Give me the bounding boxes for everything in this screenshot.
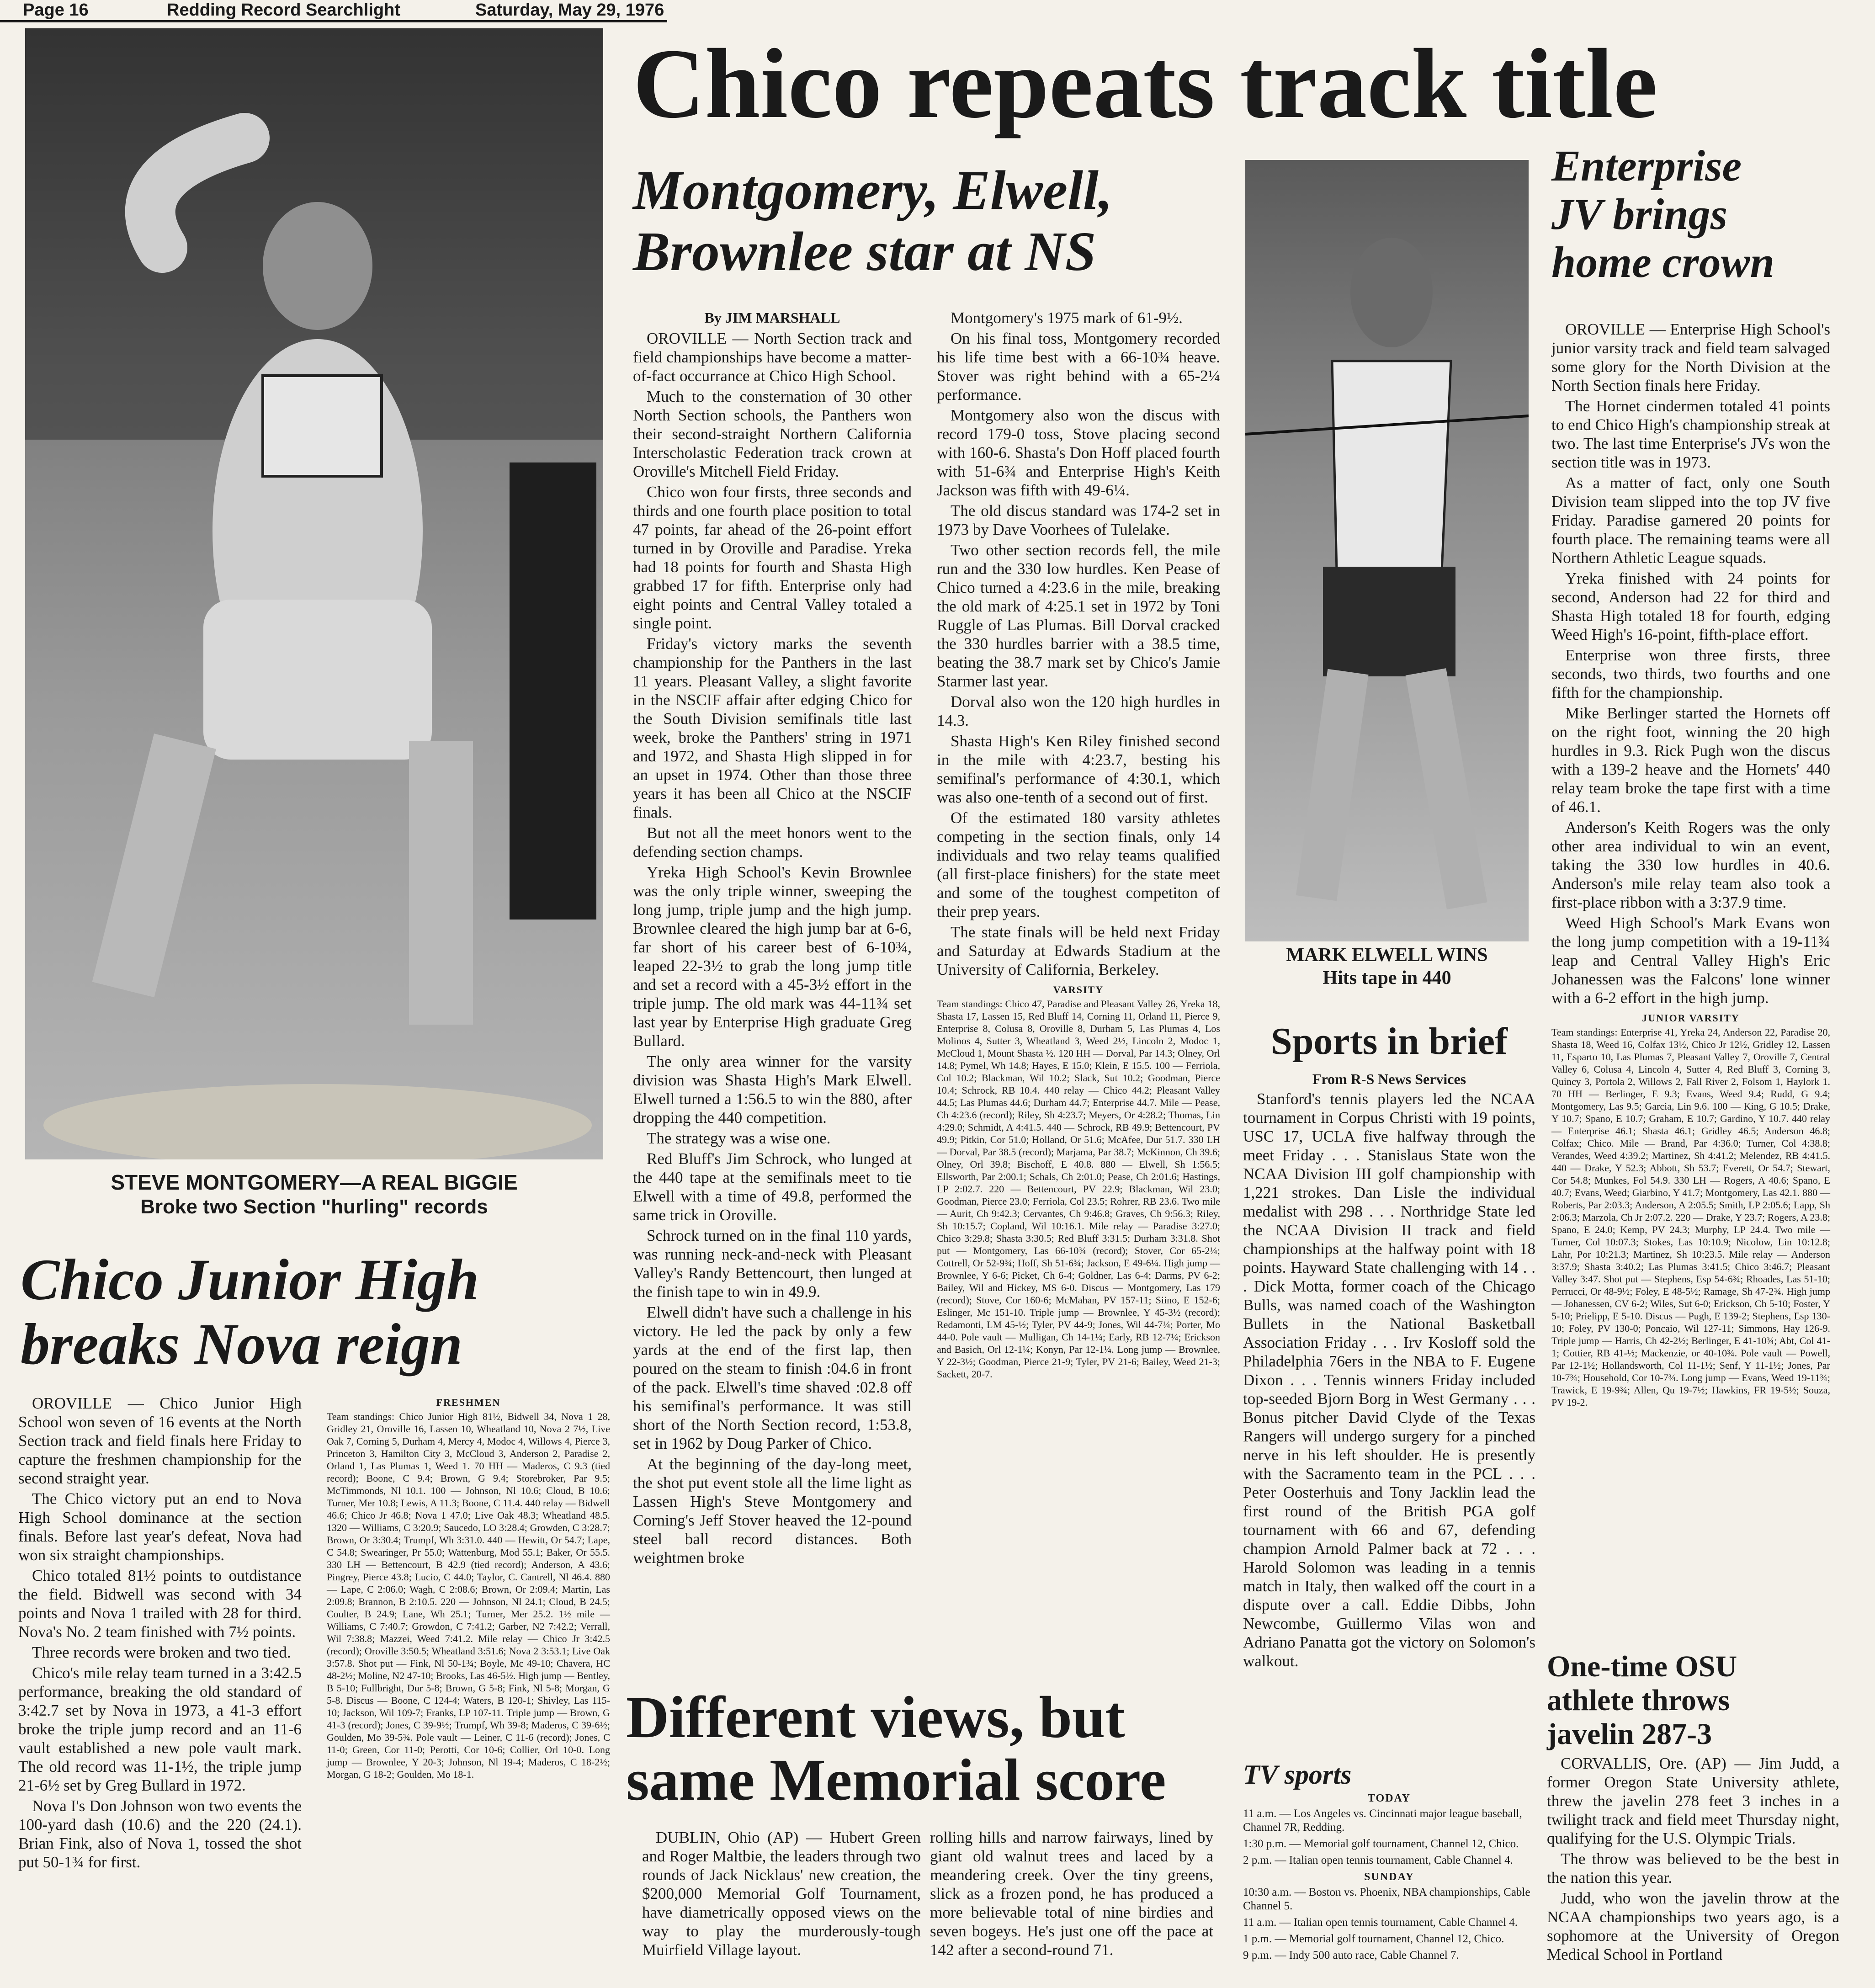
results-heading: VARSITY [1053,984,1104,995]
chico-jr-story-body [18,1394,302,1873]
memorial-column-2 [930,1828,1213,1961]
sports-brief-byline: From R-S News Services [1312,1071,1466,1088]
results-heading: FRESHMEN [436,1397,501,1408]
paragraph: The Chico victory put an end to Nova High School dominance at the section finals. Before last year's defeat, Nova had won six straight championships. [18,1490,302,1564]
subhead-line-2: Brownlee star at NS [633,221,1096,283]
freshmen-results [327,1396,610,1781]
headline-line-1: Enterprise [1551,141,1742,190]
paragraph: Red Bluff's Jim Schrock, who lunged at the 440 tape at the semifinals meet to tie Elwell with a time of 49.8, performed the same trick in Oroville. [633,1150,912,1224]
shot-putter-illustration [25,28,603,1159]
byline: By JIM MARSHALL [704,309,840,326]
paragraph: Of the estimated 180 varsity athletes competing in the section finals, only 14 individuals and two relay teams qualified (all first-place finishers) for the state meet and some of the toughest competiton of their prep years. [937,809,1220,920]
paragraph: Mike Berlinger started the Hornets off on the right foot, winning the 20 high hurdles in 9.3. Rick Pugh won the discus with a 139-2 heave and the Hornets' 440 relay team broke the tape first with a time of 46.1. [1551,704,1830,816]
masthead [0,0,667,22]
photo-steve-montgomery [25,28,603,1159]
paragraph: The only area winner for the varsity division was Shasta High's Mark Elwell. Elwell turned a 1:56.5 to win the 880, after dropping the 440 competition. [633,1052,912,1127]
paragraph: OROVILLE — North Section track and field championships have become a matter-of-fact occurrance at Chico High School. [633,330,912,385]
paragraph: Friday's victory marks the seventh championship for the Panthers in the last 11 years. Pleasant Valley, a slight favorite in the NSCIF affair after edging Chico for the South Division semifinals title last week, broke the Panthers' string in 1971 and 1972, and Shasta High slipped in for an upset in 1974. Other than those three years it has been all Chico at the NSCIF finals. [633,635,912,821]
day-label-today: TODAY [1367,1792,1411,1804]
photo-mark-elwell [1245,160,1529,941]
results-text: Team standings: Chico 47, Paradise and Pleasant Valley 26, Yreka 18, Shasta 17, Lassen 15, Red Bluff 14, Corning 11, Orland 11, Pierce 9, Enterprise 8, Colusa 8, Oroville 8, Durham 5, Las Plumas 4, Los Molinos 4, Sutter 3, Wheatland 3, Weed 2½, Lincoln 2, Modoc 1, McCloud 1, Mount Shasta ½. 120 HH — Dorval, Par 14.3; Olney, Orl 14.8; Pymel, Wh 14.8; Hayes, E 15.0; Klein, E 15.5. 100 — Ferriola, Col 10.2; Blackman, Wil 10.2; Slack, Sut 10.2; Goodman, Pierce 10.4; Schrock, RB 10.4. 440 relay — Chico 44.2; Pleasant Valley 44.5; Las Plumas 44.6; Durham 44.7; Enterprise 44.7. Mile — Pease, Ch 4:23.6 (record); Riley, Sh 4:23.7; Meyers, Or 4:28.2; Thomas, Lin 4:29.0; Schmidt, A 4:41.5. 440 — Schrock, RB 49.9; Bettencourt, PV 49.9; Pitkin, Cor 51.0; Holland, Or 51.6; McAfee, Dur 51.7. 330 LH — Dorval, Par 38.5 (record); Marjama, Par 38.7; McKinnon, Ch 39.6; Olney, Orl 39.8; Bischoff, E 40.8. 880 — Elwell, Sh 1:56.5; Ellsworth, Par 2:00.1; Schals, Ch 2:01.0; Pease, Ch 2:01.6; Hastings, LP 2:02.7. 220 — Bettencourt, PV 22.9; Blackman, Wil 23.0; Goodman, Pierce 23.0; Ferriola, Col 23.5; Rohrer, RB 23.6. Two mile — Aurit, Ch 9:42.3; Cervantes, Ch 9:46.8; Graves, Ch 9:56.3; Riley, Sh 10:15.7; Copland, Wil 10:16.1. Mile relay — Paradise 3:27.0; Chico 3:29.8; Shasta 3:30.5; Red Bluff 3:31.5; Durham 3:31.8. Shot put — Montgomery, Las 66-10¾ (record); Stover, Cor 65-2¼; Cottrell, Or 52-9¾; Hoff, Sh 51-6¾; Jackson, E 49-6¼. High jump — Brownlee, Y 6-6; Picket, Ch 6-4; Goldner, Las 6-4; Darms, PV 6-2; Bailey, Wil and Hickey, MS 6-0. Discus — Montgomery, Las 179 (record); Stove, Cor 160-6; McMahan, PV 157-11; Siino, E 152-6; Eslinger, Mc 151-10. Triple jump — Brownlee, Y 45-3½ (record); Redamonti, LM 45-½; Tyler, PV 44-9; Jones, Wil 44-7¼; Porter, Mo 44-0. Pole vault — Mulligan, Ch 14-1¼; Early, RB 12-7¼; Erickson and Basich, Orl 12-1¼; Konyn, Par 12-1¼. Long jump — Brownlee, Y 22-3½; Goodman, Pierce 21-9; Tyler, PV 21-6; Bailey, Weed 21-3; Sackett, 20-7. [937,998,1220,1380]
headline-line-3: javelin 287-3 [1547,1717,1712,1751]
paragraph: rolling hills and narrow fairways, lined by giant old walnut trees and laced by a meandering creek. Over the tiny greens, slick as a frozen pond, he has produced a more believable total of nine birdies and seven bogeys. He's just one off the pace at 142 after a second-round 71. [930,1829,1213,1959]
day-label-sunday: SUNDAY [1364,1871,1414,1883]
memorial-column-1 [642,1828,921,1961]
paragraph: Chico totaled 81½ points to outdistance the field. Bidwell was second with 34 points and Nova 1 trailed with 28 for third. Nova's No. 2 team finished with 7½ points. [18,1567,302,1641]
subhead-line-1: Montgomery, Elwell, [633,159,1113,221]
headline-line-3: home crown [1551,238,1775,287]
listing: 1 p.m. — Memorial golf tournament, Channel 12, Chico. [1243,1933,1504,1945]
caption-line-2: Hits tape in 440 [1323,967,1451,989]
paragraph: Much to the consternation of 30 other North Section schools, the Panthers won their second-straight Northern California Interscholastic Federation track crown at Oroville's Mitchell Field Friday. [633,388,912,480]
caption-line-1: STEVE MONTGOMERY—A REAL BIGGIE [111,1170,518,1194]
paragraph: But not all the meet honors went to the defending section champs. [633,824,912,861]
paragraph: Schrock turned on in the final 110 yards, was running neck-and-neck with Pleasant Valley's Randy Bettencourt, then lunged at the finish tape to win in 49.9. [633,1227,912,1301]
chico-jr-headline [21,1248,615,1377]
issue-date: Saturday, May 29, 1976 [475,0,664,20]
paragraph: The throw was believed to be the best in the nation this year. [1547,1850,1839,1887]
tv-sports-headline: TV sports [1243,1759,1352,1790]
listing: 9 p.m. — Indy 500 auto race, Cable Channel 7. [1243,1949,1459,1961]
headline-line-2: breaks Nova reign [21,1311,463,1377]
paragraph: Stanford's tennis players led the NCAA tournament in Corpus Christi with 19 points, USC 17, UCLA five halfway through the meet Friday . . . Stanislaus State won the NCAA Division III golf championship with 1,221 strokes. Dan Lisle the individual medalist with 298 . . . Northridge State led the NCAA Division II track and field championships at the halfway point with 18 points. Hayward State challenging with 14 . . . Dick Motta, former coach of the Chicago Bulls, was named coach of the Washington Bullets in the National Basketball Association Friday . . . Irv Kosloff sold the Philadelphia 76ers in the NBA to F. Eugene Dixon . . . Tennis winners Friday included top-seeded Bjorn Borg in West Germany . . . Bonus pitcher David Clyde of the Texas Rangers will undergo surgery for a pinched nerve in his left shoulder. He is presently with the Sacramento team in the PCL . . . Peter Oosterhuis and Tony Jacklin lead the first round of the British PGA golf tournament with 66 and 67, defending champion Arnold Palmer back at 72 . . . Harold Solomon was leading in a tennis match in Italy, then walked off the court in a dispute over a call. Eddie Dibbs, John Newcombe, Guillermo Vilas won and Adriano Panatta got the victory on Solomon's walkout. [1243,1090,1535,1670]
results-heading: JUNIOR VARSITY [1642,1012,1740,1024]
sports-brief-text [1243,1090,1535,1670]
paragraph: The old discus standard was 174-2 set in 1973 by Dave Voorhees of Tulelake. [937,502,1220,538]
listing: 2 p.m. — Italian open tennis tournament, Cable Channel 4. [1243,1854,1513,1866]
results-text: Team standings: Chico Junior High 81½, Bidwell 34, Nova 1 28, Gridley 21, Oroville 16, Lassen 10, Wheatland 10, Nova 2 7½, Live Oak 7, Corning 5, Durham 4, Mercy 4, Modoc 4, Willows 4, Pierce 3, Princeton 3, Hamilton City 3, McCloud 3, Anderson 2, Paradise 2, Orland 1, Las Plumas 1, Weed 1. 70 HH — Maderos, C 9.3 (tied record); Boone, C 9.4; Brown, G 9.4; Storebroker, Par 9.5; McTimmonds, Nl 10.1. 100 — Johnson, Nl 10.6; Cloud, B 10.6; Turner, Mer 10.8; Lewis, A 11.3; Boone, C 11.4. 440 relay — Bidwell 46.6; Chico Jr 46.8; Nova 1 47.0; Live Oak 48.3; Wheatland 48.5. 1320 — Williams, C 3:20.9; Saucedo, LO 3:28.4; Growden, C 3:28.7; Brown, Or 3:30.4; Trumpf, Wh 3:31.0. 440 — Hewitt, Or 54.7; Lape, C 54.8; Swearinger, Pr 55.0; Wattenburg, Mod 55.1; Baker, Or 55.5. 330 LH — Bettencourt, B 42.9 (tied record); Anderson, A 43.6; Pingrey, Pierce 43.8; Lucio, C 44.0; Taylor, C. Cantrell, Nl 46.4. 880 — Lape, C 2:06.0; Wagh, C 2:08.6; Brown, Or 2:09.4; Martin, Las 2:09.8; Brannon, B 2:10.5. 220 — Johnson, Nl 24.1; Cloud, B 24.5; Coulter, B 24.9; Lane, Wh 25.1; Turner, Mer 25.2. 1½ mile — Williams, C 7:40.7; Growdon, C 7:41.2; Garber, N2 7:42.2; Verrall, Wil 7:38.8; Mazzei, Weed 7:41.2. Mile relay — Chico Jr 3:42.5 (record); Oroville 3:50.5; Wheatland 3:51.6; Nova 2 3:53.1; Live Oak 3:57.8. Shot put — Fink, Nl 50-1¾; Boyle, Mc 49-10; Chavera, HC 48-2½; Moline, N2 47-10; Brooks, Las 46-5½. High jump — Bentley, B 5-10; Fullbright, Dur 5-8; Brown, G 5-8; Fink, Nl 5-8; Morgan, G 5-8. Discus — Boone, C 124-4; Waters, B 120-1; Shivley, Las 115-10; Jackson, Wil 109-7; Franks, LP 107-11. Triple jump — Brown, G 41-3 (record); Jones, C 39-9½; Trumpf, Wh 39-8; Maderos, C 39-6½; Goulden, Mo 39-5¾. Pole vault — Leiner, C 11-6 (record); Jones, C 11-0; Green, Cor 11-0; Perotti, Cor 10-6; Collier, Orl 10-0. Long jump — Brownlee, Y 20-3; Johnson, Nl 19-4; Maderos, C 18-2½; Morgan, G 18-2; Goulden, Mo 18-1. [327,1411,610,1780]
enterprise-headline [1551,142,1867,287]
jv-results [1551,1012,1830,1409]
listing: 1:30 p.m. — Memorial golf tournament, Channel 12, Chico. [1243,1838,1519,1850]
paragraph: On his final toss, Montgomery recorded his life time best with a 66-10¾ heave. Stover was right behind with a 65-2¼ performance. [937,330,1220,404]
paragraph: Enterprise won three firsts, three seconds, two thirds, two fourths and one fifth for the championship. [1551,646,1830,702]
paragraph: As a matter of fact, only one South Division team slipped into the top JV five Friday. Paradise garnered 20 points for fourth place. The remaining teams were all Northern Athletic League squads. [1551,474,1830,567]
photo-caption-elwell [1245,944,1529,989]
paragraph: Weed High School's Mark Evans won the long jump competition with a 19-11¾ leap and Central Valley High's Eric Johanessen was the Falcons' lone winner with a 6-2 effort in the high jump. [1551,914,1830,1007]
headline-line-2: same Memorial score [626,1747,1166,1813]
paragraph: OROVILLE — Enterprise High School's junior varsity track and field team salvaged some glory for the North Division at the North Section finals here Friday. [1551,320,1830,394]
paragraph: Three records were broken and two tied. [32,1643,291,1661]
main-subhead [633,160,1227,282]
paragraph: Elwell didn't have such a challenge in his victory. He led the pack by only a few yards at the end of the first lap, then poured on the steam to finish :04.6 in front of the pack. Elwell's time shaved :02.8 off his semifinal's performance. It was still short of the North Section record, 1:53.8, set in 1962 by Doug Parker of Chico. [633,1303,912,1452]
paragraph: Chico's mile relay team turned in a 3:42.5 performance, breaking the old standard of 3:42.7 set by Nova in 1973, a 41-3 effort broke the triple jump record and an 11-6 vault established a new pole vault mark. The old record was 11-1½, the triple jump 21-6½ set by Greg Bullard in 1972. [18,1664,302,1794]
listing: 11 a.m. — Los Angeles vs. Cincinnati major league baseball, Channel 7R, Redding. [1243,1807,1522,1834]
headline-line-1: One-time OSU [1547,1650,1737,1683]
paragraph: Judd, who won the javelin throw at the NCAA championships two years ago, is a sophomore at the University of Oregon Medical School in Portland [1547,1889,1839,1963]
main-headline: Chico repeats track title [633,29,1657,139]
listing: 10:30 a.m. — Boston vs. Phoenix, NBA championships, Cable Channel 5. [1243,1886,1530,1912]
tv-listings [1243,1791,1535,1962]
headline-line-1: Chico Junior High [21,1247,479,1312]
memorial-headline [626,1686,1229,1811]
main-story-column-1 [633,308,912,1569]
headline-line-1: Different views, but [626,1685,1125,1750]
osu-headline [1547,1650,1839,1751]
paper-name: Redding Record Searchlight [167,0,400,20]
listing: 11 a.m. — Italian open tennis tournament, Cable Channel 4. [1243,1916,1518,1929]
enterprise-story-body [1551,320,1830,1409]
page-number: Page 16 [23,0,89,20]
paragraph: The strategy was a wise one. [647,1129,831,1147]
photo-caption-montgomery [25,1170,603,1219]
headline-line-2: JV brings [1551,189,1728,239]
paragraph: The state finals will be held next Friday and Saturday at Edwards Stadium at the University of California, Berkeley. [937,923,1220,978]
caption-line-2: Broke two Section "hurling" records [140,1196,488,1218]
sports-in-brief [1243,1021,1535,1672]
osu-story-body [1547,1754,1839,1964]
paragraph: Yreka finished with 24 points for second, Anderson had 22 for third and Shasta High totaled 18 for fourth, edging Weed High's 16-point, fifth-place effort. [1551,569,1830,643]
main-story-column-2 [937,308,1220,1380]
paragraph: At the beginning of the day-long meet, the shot put event stole all the lime light as Lassen High's Steve Montgomery and Corning's Jeff Stover heaved the 12-pound steel ball record distances. Both weightmen broke [633,1455,912,1567]
paragraph: CORVALLIS, Ore. (AP) — Jim Judd, a former Oregon State University athlete, threw the javelin 278 feet 3 inches in a twilight track and field meet Thursday night, qualifying for the U.S. Olympic Trials. [1547,1754,1839,1847]
caption-line-1: MARK ELWELL WINS [1286,945,1488,966]
paragraph: Anderson's Keith Rogers was the only other area individual to win an event, taking the 330 low hurdles in 40.6. Anderson's mile relay team also took a first-place ribbon with a 3:37.9 time. [1551,819,1830,911]
results-text: Team standings: Enterprise 41, Yreka 24, Anderson 22, Paradise 20, Shasta 18, Weed 16, Colfax 13½, Chico Jr 12½, Gridley 12, Lassen 11, Esparto 10, Las Plumas 7, Pleasant Valley 7, Oroville 7, Central Valley 6, Colusa 4, Lincoln 4, Sutter 4, Red Bluff 3, Corning 3, Quincy 3, Portola 2, Willows 2, Fall River 2, Folsom 1, Haylork 1. 70 HH — Berlinger, E 9.3; Evans, Weed 9.4; Rudd, G 9.4; Montgomery, Las 9.5; Garcia, Lin 9.6. 100 — King, G 10.5; Drake, Y 10.7; Spano, E 10.7; Graham, E 10.7; Gardino, Y 10.7. 440 relay — Enterprise 46.1; Shasta 46.1; Gridley 46.5; Anderson 46.8; Colfax; Chico. Mile — Brand, Par 4:36.0; Turner, Col 4:38.8; Verandes, Weed 4:39.2; Martinez, Sh 4:41.2; Melendez, RB 4:41.5. 440 — Drake, Y 52.3; Abbott, Sh 53.7; Everett, Or 54.7; Stewart, Cor 54.8; Munkes, Fol 54.9. 330 LH — Rogers, A 40.6; Spano, E 40.7; Evans, Weed; Giarbino, Y 41.7; Montgomery, Las 42.1. 880 — Roberts, Par 2:03.3; Anderson, A 2:05.5; Smith, LP 2:05.6; Lapp, Sh 2:06.3; Marzola, Ch Jr 2:07.2. 220 — Drake, Y 23.7; Rogers, A 23.8; Spano, E 24.0; Kemp, PV 24.3; Murphy, LP 24.4. Two mile — Turner, Col 10:07.3; Stokes, Las 10:10.9; Nicolow, Lin 10:12.8; Lahr, Por 10:21.3; Martinez, Sh 10:23.5. Mile relay — Anderson 3:37.9; Shasta 3:40.2; Las Plumas 3:41.5; Chico 3:46.7; Pleasant Valley 3:47. Shot put — Stephens, Esp 54-6¾; Rhoades, Las 51-10; Perrucci, Or 48-9½; Foley, E 48-5½; Ramage, Sh 47-2¾. High jump — Johanessen, CV 6-2; Wiles, Sut 6-0; Erickson, Ch 5-10; Foster, Y 5-10; Prielipp, E 5-10. Discus — Pugh, E 139-2; Stephens, Esp 130-10; Foley, PV 130-0; Poncaio, Wil 127-11; Simmons, Hay 126-9. Triple jump — Harris, Ch 42-2½; Berlinger, E 41-10¾; Abt, Col 41-1; Cottier, RB 41-½; Mackenzie, or 40-10¾. Pole vault — Powell, Par 12-1½; Hollandsworth, Col 11-1½; Senf, Y 11-1½; Jones, Par 10-7¾; Household, Cor 10-7¾. Long jump — Evans, Weed 19-11¾; Trawick, E 19-9¾; Allen, Qu 19-7½; Hawkins, FR 19-5½; Souza, PV 19-2. [1551,1026,1830,1408]
paragraph: Montgomery's 1975 mark of 61-9½. [951,309,1183,327]
runner-illustration [1245,160,1529,941]
paragraph: Nova I's Don Johnson won two events the 100-yard dash (10.6) and the 220 (24.1). Brian Fink, also of Nova 1, tossed the shot put 50-1¾ for first. [18,1797,302,1871]
paragraph: Montgomery also won the discus with record 179-0 toss, Stove placing second with 160-6. Shasta's Don Hoff placed fourth with 51-6¾ and Enterprise High's Keith Jackson was fifth with 49-6¼. [937,406,1220,499]
paragraph: Chico won four firsts, three seconds and thirds and one fourth place position to total 47 points, far ahead of the 26-point effort turned in by Oroville and Paradise. Yreka had 18 points for fourth and Shasta High grabbed 17 for fifth. Enterprise only had eight points and Central Valley totaled a single point. [633,483,912,632]
headline-line-2: athlete throws [1547,1684,1730,1717]
paragraph: Shasta High's Ken Riley finished second in the mile with 4:23.7, besting his semifinal's performance of 4:30.1, which was also one-tenth of a second out of first. [937,732,1220,806]
tv-sports [1243,1759,1535,1965]
osu-story [1547,1650,1839,1966]
paragraph: OROVILLE — Chico Junior High School won seven of 16 events at the North Section track and field finals here Friday to capture the freshmen championship for the second straight year. [18,1394,302,1487]
paragraph: The Hornet cindermen totaled 41 points to end Chico High's championship streak at two. The last time Enterprise's JVs won the section title was in 1973. [1551,397,1830,471]
paragraph: Dorval also won the 120 high hurdles in 14.3. [937,693,1220,729]
paragraph: Two other section records fell, the mile run and the 330 low hurdles. Ken Pease of Chico turned a 4:23.6 in the mile, breaking the old mark of 4:25.1 set in 1972 by Toni Ruggle of Las Plumas. Bill Dorval cracked the 330 hurdles barrier with a 38.5 time, beating the 38.7 mark set by Chico's Jamie Starmer last year. [937,541,1220,690]
paragraph: DUBLIN, Ohio (AP) — Hubert Green and Roger Maltbie, the leaders through two rounds of Jack Nicklaus' new creation, the $200,000 Memorial Golf Tournament, have diametrically opposed views on the way to play the murderously-tough Muirfield Village layout. [642,1829,921,1959]
varsity-results [937,983,1220,1380]
paragraph: Yreka High School's Kevin Brownlee was the only triple winner, sweeping the long jump, triple jump and the high jump. Brownlee cleared the high jump bar at 6-6, far short of his career best of 6-10¾, leaped 22-3½ to grab the long jump title and set a record with a 45-3½ effort in the triple jump. The old mark was 44-11¾ set last year by Enterprise High graduate Greg Bullard. [633,863,912,1050]
sports-brief-headline: Sports in brief [1270,1020,1508,1063]
